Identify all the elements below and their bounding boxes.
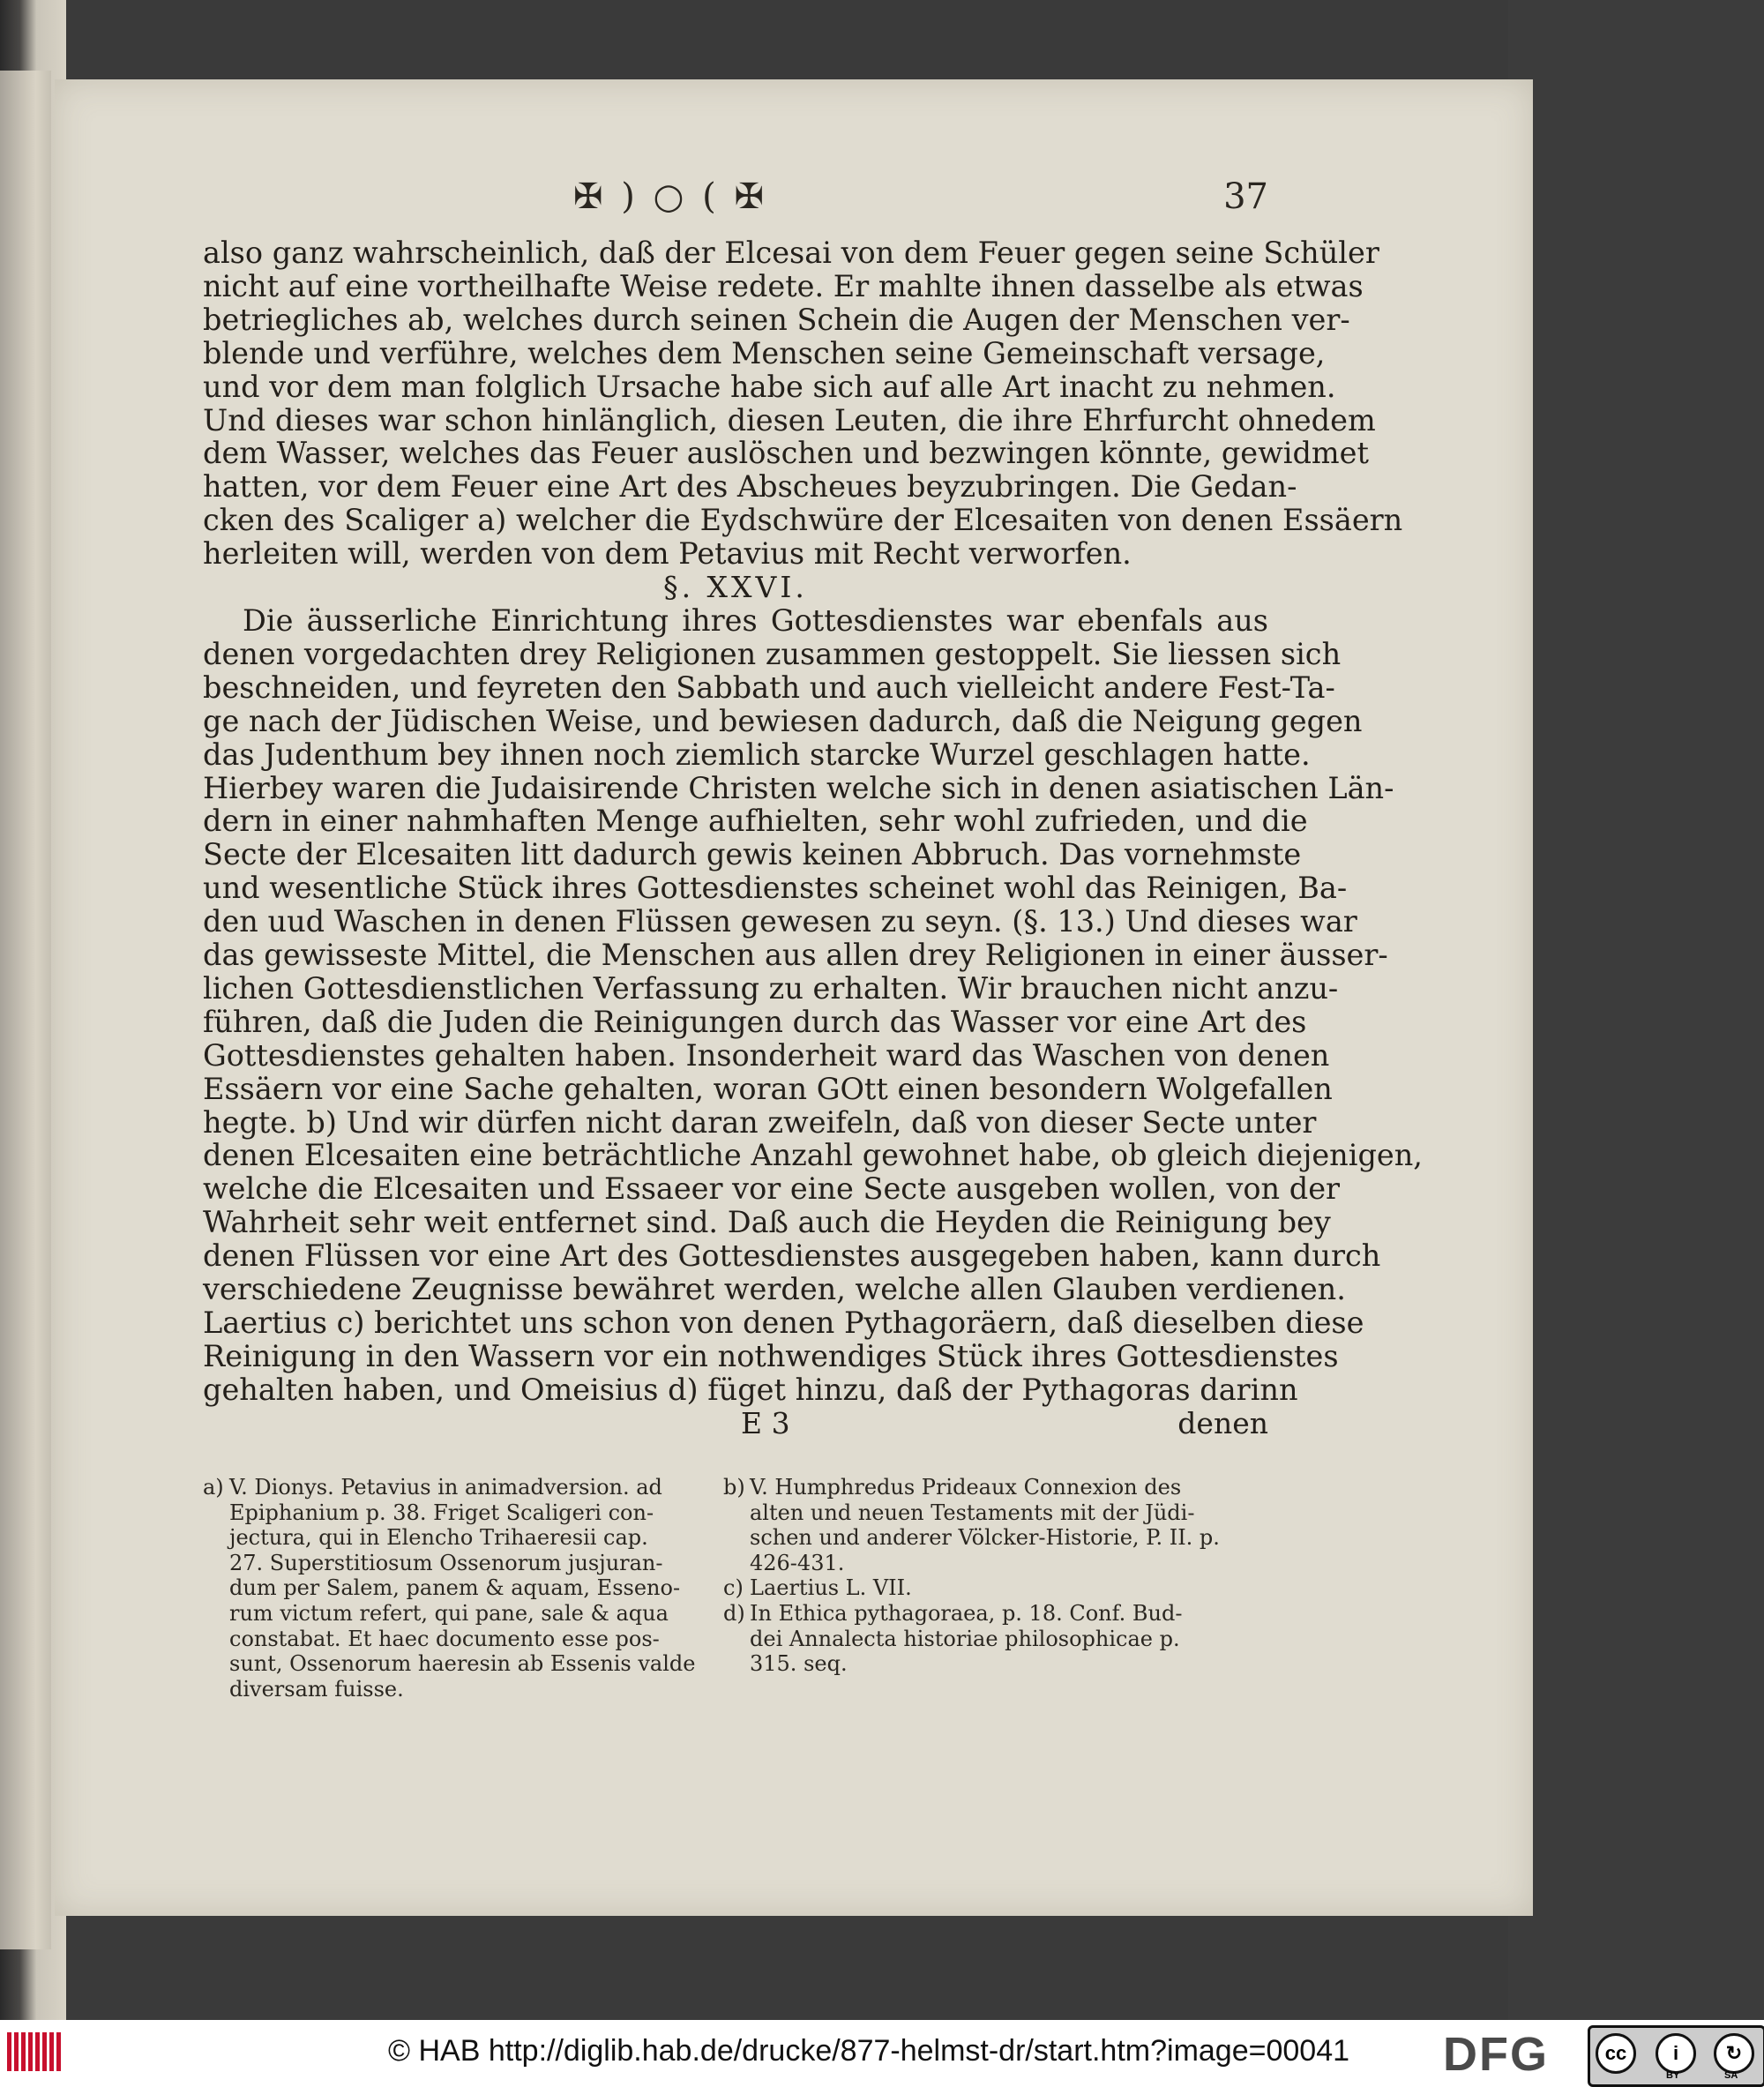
catchword: denen — [1177, 1405, 1268, 1440]
footnote-line: diversam fuisse. — [229, 1676, 404, 1702]
signature-mark: E 3 — [741, 1405, 790, 1440]
footnote-line: Laertius L. VII. — [750, 1575, 912, 1601]
text-line: nicht auf eine vortheilhafte Weise redete. Er mahlte ihnen dasselbe als etwas — [203, 268, 1364, 303]
page-content — [203, 176, 1423, 1440]
text-line: hatten, vor dem Feuer eine Art des Abscheues beyzubringen. Die Gedan- — [203, 469, 1297, 505]
text-line: das gewisseste Mittel, die Menschen aus allen drey Religionen in einer äusser- — [203, 938, 1388, 973]
footnote-line: alten und neuen Testaments mit der Jüdi- — [750, 1500, 1195, 1525]
footnote-d — [723, 1601, 1244, 1677]
footnote-a — [203, 1475, 697, 1702]
page-number: 37 — [1223, 176, 1268, 217]
text-line: Laertius c) berichtet uns schon von denen Pythagoräern, daß dieselben diese — [203, 1305, 1364, 1340]
text-line: den uud Waschen in denen Flüssen gewesen zu seyn. (§. 13.) Und dieses war — [203, 904, 1357, 939]
paragraph-2 — [203, 602, 1423, 1407]
footnote-mark: d) — [723, 1600, 745, 1626]
text-line: und vor dem man folglich Ursache habe sich auf alle Art inacht zu nehmen. — [203, 369, 1336, 404]
text-line: denen Flüssen vor eine Art des Gottesdienstes ausgegeben haben, kann durch — [203, 1238, 1381, 1274]
footnote-c — [723, 1575, 1244, 1601]
text-line: Hierbey waren die Judaisirende Christen welche sich in denen asiatischen Län- — [203, 770, 1394, 805]
text-line: gehalten haben, und Omeisius d) füget hinzu, daß der Pythagoras darinn — [203, 1372, 1298, 1407]
text-line: Essäern vor eine Sache gehalten, woran GOtt einen besondern Wolgefallen — [203, 1071, 1333, 1106]
footnotes — [203, 1475, 1268, 1792]
text-line: Reinigung in den Wassern vor ein nothwendiges Stück ihres Gottesdienstes — [203, 1338, 1339, 1373]
footnote-line: 27. Superstitiosum Ossenorum jusjuran- — [229, 1550, 663, 1575]
footnote-line: rum victum refert, qui pane, sale & aqua — [229, 1600, 669, 1626]
running-header — [203, 176, 1268, 229]
text-line: dern in einer nahmhaften Menge aufhielten, sehr wohl zufrieden, und die — [203, 804, 1308, 839]
text-line: hegte. b) Und wir dürfen nicht daran zweifeln, daß von dieser Secte unter — [203, 1104, 1317, 1140]
text-line: Die äusserliche Einrichtung ihres Gottesdienstes war ebenfals aus — [243, 602, 1268, 638]
text-line: Und dieses war schon hinlänglich, diesen Leuten, die ihre Ehrfurcht ohnedem — [203, 402, 1376, 438]
footnote-mark: b) — [723, 1475, 745, 1500]
text-line: führen, daß die Juden die Reinigungen durch das Wasser vor eine Art des — [203, 1004, 1307, 1039]
source-credit-link[interactable]: © HAB http://diglib.hab.de/drucke/877-helmst-dr/start.htm?image=00041 — [388, 2034, 1350, 2068]
header-ornament: ✠ ) ○ ( ✠ — [573, 176, 768, 217]
footnote-line: jectura, qui in Elencho Trihaeresii cap. — [229, 1525, 648, 1551]
by-icon: i — [1656, 2033, 1696, 2074]
cc-license-badge[interactable] — [1588, 2025, 1764, 2087]
catchline — [203, 1407, 1268, 1440]
footnote-b — [723, 1475, 1244, 1575]
scan-background-right — [1508, 0, 1764, 2020]
footnote-line: schen und anderer Völcker-Historie, P. II. p. — [750, 1525, 1220, 1551]
facing-page-edge — [0, 71, 51, 1949]
main-text — [203, 236, 1423, 1407]
footnote-mark: a) — [203, 1475, 224, 1500]
text-line: also ganz wahrscheinlich, daß der Elcesai von dem Feuer gegen seine Schüler — [203, 236, 1379, 270]
text-line: Gottesdienstes gehalten haben. Insonderheit ward das Waschen von denen — [203, 1037, 1330, 1073]
hab-logo-icon[interactable] — [7, 2032, 76, 2075]
text-line: denen vorgedachten drey Religionen zusammen gestoppelt. Sie liessen sich — [203, 636, 1342, 671]
section-heading: §. XXVI. — [663, 570, 808, 605]
text-line: das Judenthum bey ihnen noch ziemlich starcke Wurzel geschlagen hatte. — [203, 737, 1311, 772]
sa-label: SA — [1724, 2070, 1738, 2081]
footnote-line: sunt, Ossenorum haeresin ab Essenis valde — [229, 1651, 696, 1677]
text-line: und wesentliche Stück ihres Gottesdienstes scheinet wohl das Reinigen, Ba- — [203, 871, 1348, 906]
footnote-line: V. Humphredus Prideaux Connexion des — [750, 1475, 1182, 1500]
viewer-footer-bar — [0, 2020, 1764, 2087]
text-line: dem Wasser, welches das Feuer auslöschen und bezwingen könnte, gewidmet — [203, 436, 1369, 471]
text-line: denen Elcesaiten eine beträchtliche Anzahl gewohnet habe, ob gleich diejenigen, — [203, 1138, 1423, 1173]
text-line: Wahrheit sehr weit entfernet sind. Daß auch die Heyden die Reinigung bey — [203, 1205, 1331, 1240]
text-line: ge nach der Jüdischen Weise, und bewiesen dadurch, daß die Neigung gegen — [203, 703, 1363, 738]
footnote-column-left — [203, 1475, 697, 1702]
text-line: betriegliches ab, welches durch seinen Schein die Augen der Menschen ver- — [203, 302, 1350, 337]
footnote-line: Epiphanium p. 38. Friget Scaligeri con- — [229, 1500, 654, 1525]
text-line: Secte der Elcesaiten litt dadurch gewis keinen Abbruch. Das vornehmste — [203, 837, 1302, 872]
text-line: verschiedene Zeugnisse bewähret werden, welche allen Glauben verdienen. — [203, 1272, 1346, 1307]
footnote-line: dei Annalecta historiae philosophicae p. — [750, 1626, 1180, 1651]
text-line: beschneiden, und feyreten den Sabbath und auch vielleicht andere Fest-Ta- — [203, 669, 1335, 705]
text-line: welche die Elcesaiten und Essaeer vor eine Secte ausgeben wollen, von der — [203, 1171, 1341, 1207]
cc-icon: cc — [1596, 2033, 1636, 2074]
footnote-line: constabat. Et haec documento esse pos- — [229, 1626, 660, 1651]
by-label: BY — [1666, 2070, 1680, 2081]
text-line: lichen Gottesdienstlichen Verfassung zu erhalten. Wir brauchen nicht anzu- — [203, 970, 1339, 1006]
footnote-mark: c) — [723, 1575, 744, 1601]
footnote-line: In Ethica pythagoraea, p. 18. Conf. Bud- — [750, 1600, 1183, 1626]
paragraph-1 — [203, 236, 1403, 572]
dfg-logo[interactable]: DFG — [1443, 2028, 1549, 2081]
footnote-line: 315. seq. — [750, 1651, 848, 1677]
footnote-line: V. Dionys. Petavius in animadversion. ad — [229, 1475, 662, 1500]
footnote-line: 426-431. — [750, 1550, 845, 1575]
text-line: cken des Scaliger a) welcher die Eydschwüre der Elcesaiten von denen Essäern — [203, 503, 1403, 538]
text-line: blende und verführe, welches dem Menschen seine Gemeinschaft versage, — [203, 335, 1326, 370]
sa-icon: ↻ — [1714, 2033, 1754, 2074]
footnote-line: dum per Salem, panem & aquam, Esseno- — [229, 1575, 681, 1601]
text-line: herleiten will, werden von dem Petavius mit Recht verworfen. — [203, 536, 1132, 572]
footnote-column-right — [723, 1475, 1244, 1677]
